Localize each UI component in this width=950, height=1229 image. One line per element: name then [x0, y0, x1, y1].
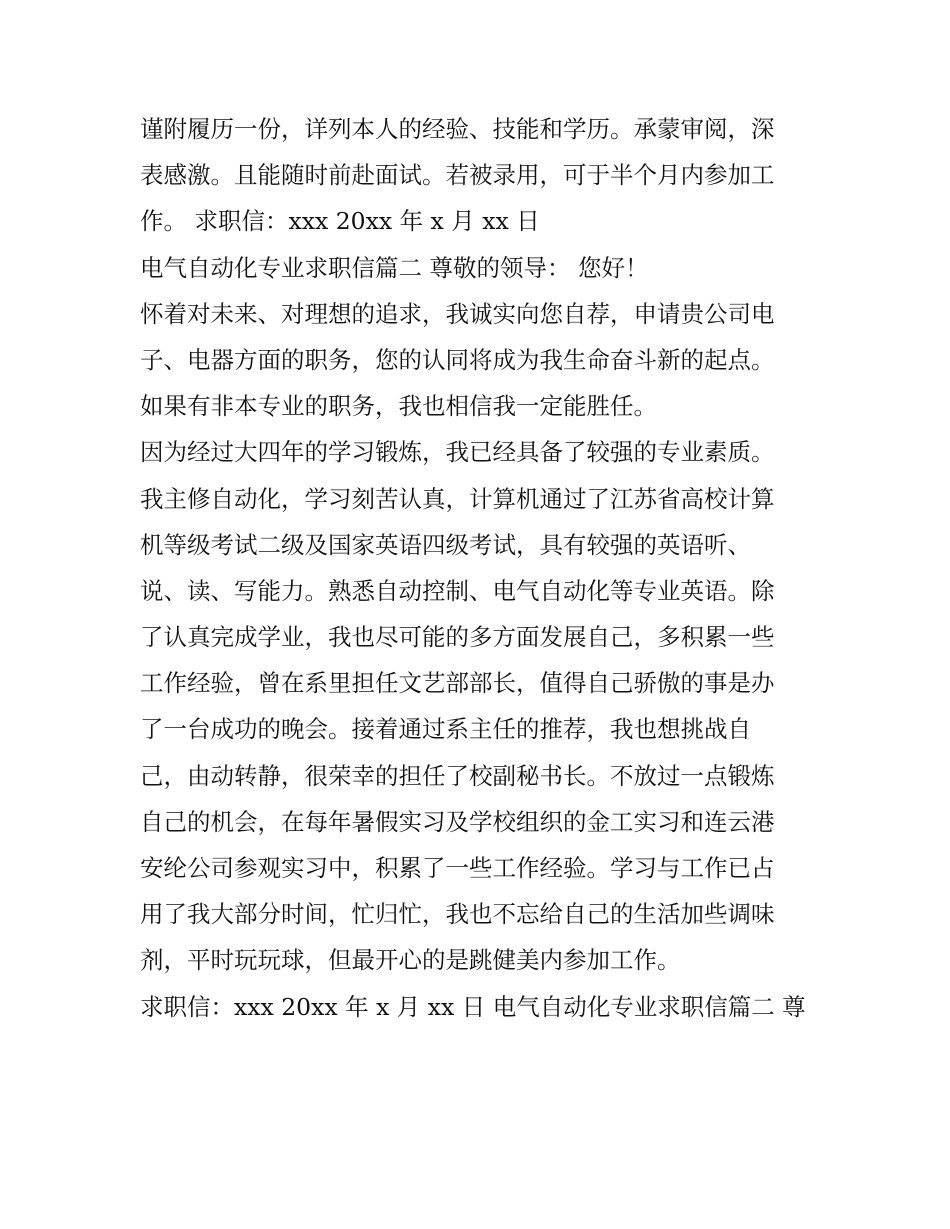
text-line: 安纶公司参观实习中，积累了一些工作经验。学习与工作已占: [140, 854, 775, 882]
text-line: 自己的机会，在每年暑假实习及学校组织的金工实习和连云港: [140, 807, 775, 836]
text-line: 机等级考试二级及国家英语四级考试，具有较强的英语听、: [140, 530, 751, 559]
text-line: 怀着对未来、对理想的追求，我诚实向您自荐，申请贵公司电: [140, 299, 775, 328]
text-line: 了一台成功的晚会。接着通过系主任的推荐，我也想挑战自: [140, 715, 751, 744]
text-line: 子、电器方面的职务，您的认同将成为我生命奋斗新的起点。: [140, 345, 775, 374]
text-line: 作。 求职信：xxx 20xx 年 x 月 xx 日: [140, 207, 540, 236]
text-line: 工作经验，曾在系里担任文艺部部长，值得自己骄傲的事是办: [140, 669, 775, 698]
text-line: 说、读、写能力。熟悉自动控制、电气自动化等专业英语。除: [140, 576, 775, 605]
text-line: 剂，平时玩玩球，但最开心的是跳健美内参加工作。: [140, 946, 681, 975]
text-line: 用了我大部分时间，忙归忙，我也不忘给自己的生活加些调味: [140, 900, 775, 929]
text-line: 求职信：xxx 20xx 年 x 月 xx 日 电气自动化专业求职信篇二 尊: [140, 992, 806, 1021]
letter-body: [140, 106, 830, 1030]
text-line: 了认真完成学业，我也尽可能的多方面发展自己，多积累一些: [140, 623, 775, 652]
text-line: 表感激。且能随时前赴面试。若被录用，可于半个月内参加工: [140, 161, 775, 190]
text-line: 我主修自动化，学习刻苦认真，计算机通过了江苏省高校计算: [140, 484, 775, 513]
text-line: 因为经过大四年的学习锻炼，我已经具备了较强的专业素质。: [140, 438, 775, 467]
text-line: 己，由动转静，很荣幸的担任了校副秘书长。不放过一点锻炼: [140, 761, 775, 790]
text-line: 谨附履历一份，详列本人的经验、技能和学历。承蒙审阅，深: [140, 115, 775, 143]
section-heading-line: 电气自动化专业求职信篇二 尊敬的领导： 您好！: [140, 253, 649, 282]
text-line: 如果有非本专业的职务，我也相信我一定能胜任。: [140, 392, 657, 421]
